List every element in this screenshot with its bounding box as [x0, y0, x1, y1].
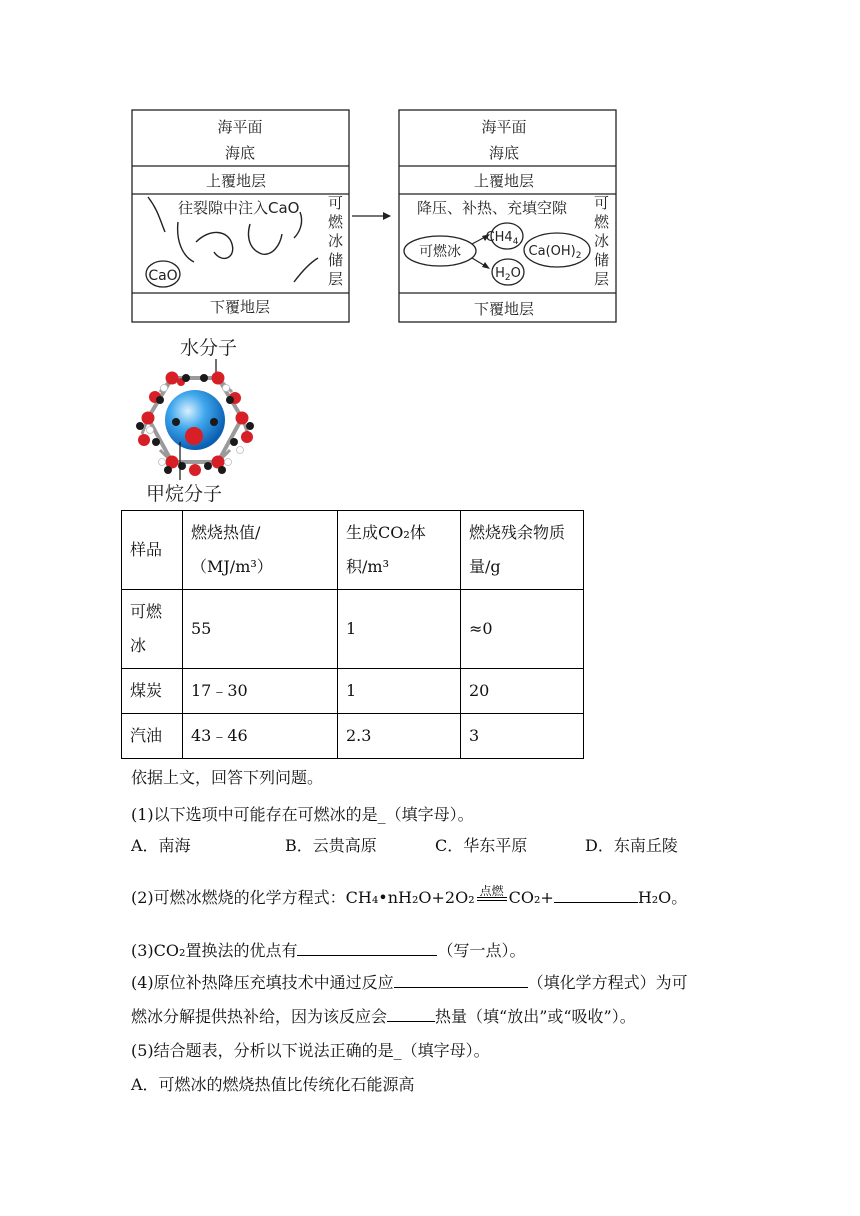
- table-row: [122, 714, 584, 759]
- option-a: A．南海: [131, 836, 191, 855]
- question-3-prefix: (3)CO₂置换法的优点有: [131, 941, 298, 960]
- question-4-line2-suffix: 热量（填“放出”或“吸收”）。: [435, 1007, 636, 1026]
- right-caoh2-bubble: $Ca(OH)_2$: [528, 244, 582, 261]
- table-row: [122, 669, 584, 714]
- table-header-row: [122, 511, 584, 590]
- table-cell: 3: [461, 714, 584, 759]
- right-process-label: 降压、补热、充填空隙: [417, 199, 568, 217]
- question-4-line2-prefix: 燃冰分解提供热补给，因为该反应会: [131, 1007, 388, 1026]
- question-4-suffix: （填化学方程式）为可: [527, 973, 688, 992]
- question-2: [131, 884, 687, 910]
- left-cao-bubble: CaO: [148, 268, 178, 284]
- right-sea-level: 海平面: [481, 118, 527, 136]
- right-upper-layer: 上覆地层: [473, 172, 535, 190]
- question-2-suffix: H₂O。: [637, 888, 688, 907]
- extraction-process-diagram: [0, 0, 860, 330]
- answer-blank-equation[interactable]: [394, 969, 528, 988]
- left-stratum-box: [132, 110, 349, 322]
- table-cell: 煤炭: [122, 669, 183, 714]
- question-3-suffix: （写一点）。: [437, 941, 526, 960]
- question-5: (5)结合题表，分析以下说法正确的是_（填字母）。: [131, 1041, 490, 1060]
- table-cell: 汽油: [122, 714, 183, 759]
- question-2-mid: CO₂+: [508, 888, 554, 907]
- option-b: B．云贵高原: [285, 836, 377, 855]
- right-storage-label: 可燃冰储层: [594, 194, 610, 288]
- table-cell: 2.3: [338, 714, 461, 759]
- header-heat-value: 燃烧热值/（MJ/m³）: [183, 511, 338, 590]
- question-1-options: [131, 834, 678, 858]
- table-cell: 可燃冰: [122, 590, 183, 669]
- right-lower-layer: 下覆地层: [473, 300, 535, 318]
- questions-intro: 依据上文，回答下列问题。: [131, 768, 324, 787]
- option-d: D．东南丘陵: [585, 836, 678, 855]
- table-row: [122, 590, 584, 669]
- left-lower-layer: 下覆地层: [209, 298, 271, 316]
- table-cell: 17﹣30: [183, 669, 338, 714]
- answer-blank-heat[interactable]: [387, 1003, 435, 1022]
- left-sea-level: 海平面: [217, 118, 263, 136]
- question-1: (1)以下选项中可能存在可燃冰的是_（填字母）。: [131, 805, 474, 824]
- table-cell: 20: [461, 669, 584, 714]
- reaction-condition: 点燃: [477, 885, 507, 901]
- question-2-prefix: (2)可燃冰燃烧的化学方程式：CH₄•nH₂O+2O₂: [131, 888, 475, 907]
- right-ice-bubble: 可燃冰: [419, 244, 461, 260]
- water-molecule-label: 水分子: [180, 337, 238, 359]
- left-inject-label: 往裂隙中注入CaO: [178, 199, 300, 217]
- question-4-line-2: [131, 1003, 636, 1029]
- transition-arrow: [352, 212, 391, 220]
- left-seabed: 海底: [224, 144, 256, 162]
- question-5-option-a: A．可燃冰的燃烧热值比传统化石能源高: [131, 1075, 415, 1094]
- header-co2-volume: 生成CO₂体积/m³: [338, 511, 461, 590]
- header-sample: 样品: [122, 511, 183, 590]
- table-cell: 55: [183, 590, 338, 669]
- question-3: [131, 937, 525, 963]
- table-cell: 1: [338, 669, 461, 714]
- table-cell: ≈0: [461, 590, 584, 669]
- left-upper-layer: 上覆地层: [205, 172, 267, 190]
- table-cell: 1: [338, 590, 461, 669]
- right-stratum-box: [399, 110, 616, 322]
- answer-blank-coefficient[interactable]: [554, 884, 638, 903]
- answer-blank-advantage[interactable]: [297, 937, 437, 956]
- right-ch4-bubble: $CH4_4$: [485, 230, 519, 247]
- fuel-comparison-table: [121, 510, 584, 759]
- methane-hydrate-cage-illustration: [120, 330, 270, 508]
- right-seabed: 海底: [488, 144, 520, 162]
- right-h2o-bubble: $H_2O$: [495, 266, 521, 283]
- left-storage-label: 可燃冰储层: [328, 194, 344, 288]
- methane-molecule-label: 甲烷分子: [146, 483, 223, 505]
- header-residue-mass: 燃烧残余物质量/g: [461, 511, 584, 590]
- table-cell: 43﹣46: [183, 714, 338, 759]
- option-c: C．华东平原: [435, 836, 528, 855]
- question-4: [131, 969, 688, 995]
- question-4-prefix: (4)原位补热降压充填技术中通过反应: [131, 973, 394, 992]
